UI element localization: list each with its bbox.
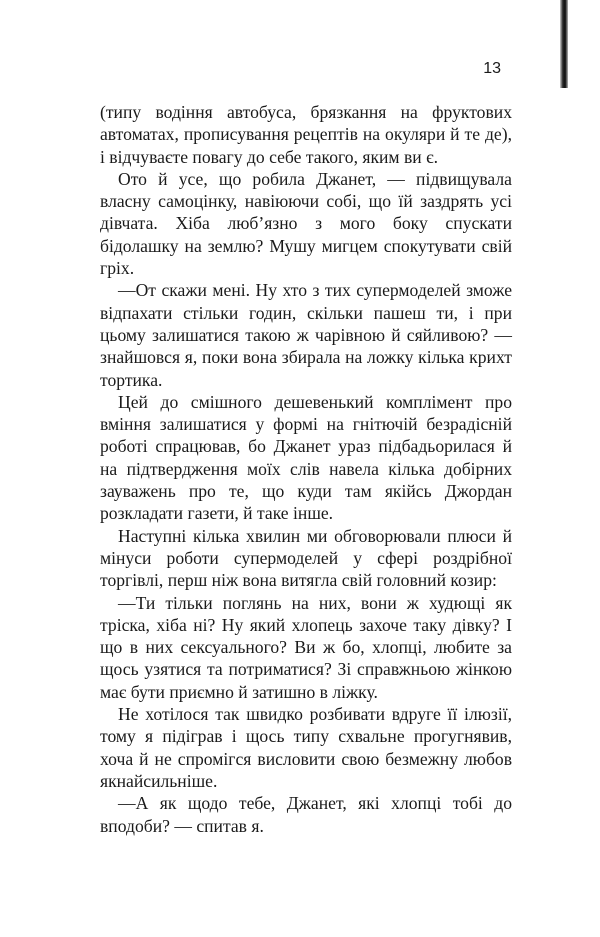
paragraph: (типу водіння автобуса, брязкання на фруктових автоматах, прописування рецептів на окуляри й те де), і відчуваєте повагу до себе такого, яким ви є.: [100, 102, 512, 167]
paragraph: Цей до смішного дешевенький комплімент про вміння залишатися у формі на гнітючій безрадісній роботі спрацював, бо Джанет ураз підбадьорилася й на підтвердження моїх слів навела кілька добірних зауважень про те, що куди там якійсь Джордан розкладати газети, й таке інше.: [100, 391, 512, 524]
dialogue-line: —Ти тільки поглянь на них, вони ж худющі як тріска, хіба ні? Ну який хлопець захоче таку дівку? І що в них сексуального? Ви ж бо, хлопці, любите за щось узятися та потриматися? Зі справжньою жінкою має бути приємно й затишно в ліжку.: [100, 592, 512, 702]
page-number: 13: [483, 60, 501, 77]
page-edge-tab: [560, 0, 568, 88]
paragraph: Наступні кілька хвилин ми обговорювали плюси й мінуси роботи супермоделей у сфері роздрібної торгівлі, перш ніж вона витягла свій головний козир:: [100, 525, 512, 591]
paragraph: Ото й усе, що робила Джанет, — підвищувала власну самоцінку, навіюючи собі, що їй заздрять усі дівчата. Хіба люб’язно з мого боку спускати бідолашку на землю? Мушу мигцем спокутувати свій гріх.: [100, 168, 512, 279]
body-text: [100, 101, 512, 837]
dialogue-line: —А як щодо тебе, Джанет, які хлопці тобі до вподоби? — спитав я.: [100, 793, 512, 836]
paragraph: Не хотілося так швидко розбивати вдруге її ілюзії, тому я підіграв і щось типу схвальне прогугнявив, хоча й не спромігся висловити свою безмежну любов якнайсильніше.: [100, 704, 512, 791]
dialogue-line: —От скажи мені. Ну хто з тих супермоделей зможе відпахати стільки годин, скільки пашеш ти, і при цьому залишатися такою ж чарівною й сяйливою? — знайшовся я, поки вона збирала на ложку кілька крихт тортика.: [100, 280, 512, 390]
